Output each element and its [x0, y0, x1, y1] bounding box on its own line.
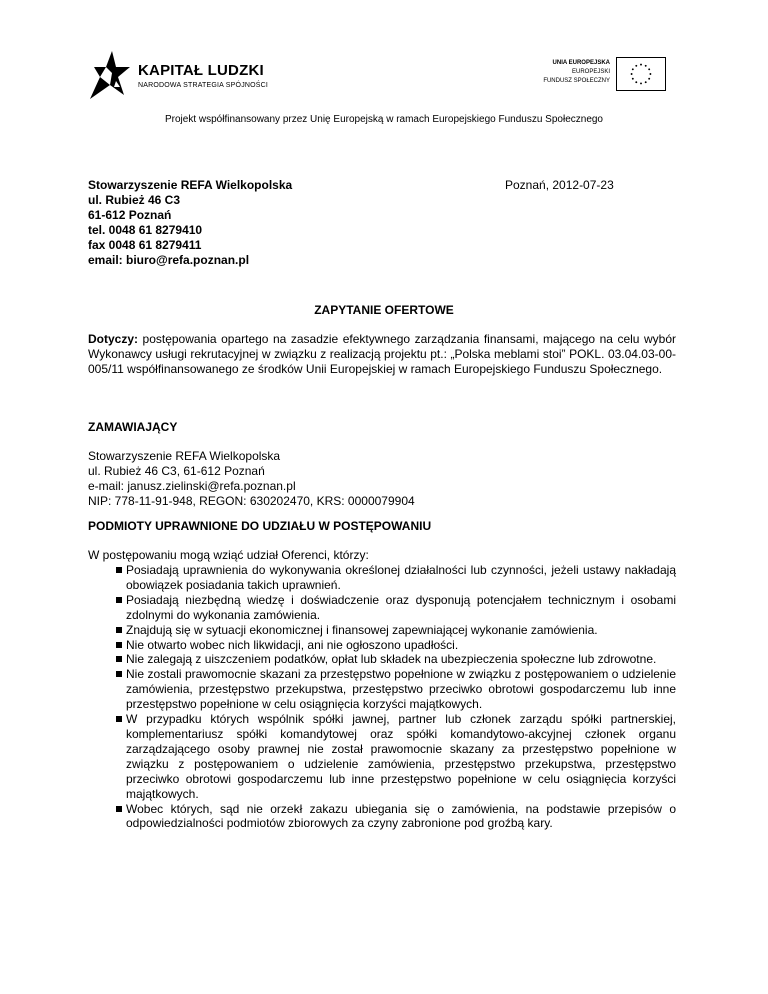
square-bullet-icon: [116, 642, 122, 648]
square-bullet-icon: [116, 716, 122, 722]
eu-logo-line2: EUROPEJSKI: [571, 69, 610, 75]
sender-tel: tel. 0048 61 8279410: [88, 223, 203, 237]
list-item: Posiadają niezbędną wiedzę i doświadczenie oraz dysponują potencjałem technicznym i osobami zdolnymi do wykonania zamówienia.: [88, 593, 676, 623]
sender-address-block: [88, 178, 292, 268]
orderer-line: e-mail: janusz.zielinski@refa.poznan.pl: [88, 479, 296, 493]
subject-label: Dotyczy:: [88, 332, 139, 346]
sender-name: Stowarzyszenie REFA Wielkopolska: [88, 178, 293, 192]
sender-city: 61-612 Poznań: [88, 208, 172, 222]
star-emblem-icon: [86, 47, 132, 101]
list-item: Nie zostali prawomocnie skazani za przestępstwo popełnione w związku z postępowaniem o udzielenie zamówienia, przestępstwo przekupstwa, przestępstwo przeciwko obrotowi gospodarczemu lub inne przestępstwo popełnione w celu osiągnięcia korzyści majątkowych.: [88, 667, 676, 712]
eu-logo-text: [543, 59, 610, 86]
list-item: Nie otwarto wobec nich likwidacji, ani nie ogłoszono upadłości.: [88, 638, 676, 653]
square-bullet-icon: [116, 671, 122, 677]
eu-logo-line1: UNIA EUROPEJSKA: [552, 60, 610, 66]
orderer-details: [88, 449, 415, 509]
eu-logo: [516, 57, 666, 93]
sender-fax: fax 0048 61 8279411: [88, 238, 202, 252]
list-item: W przypadku których wspólnik spółki jawnej, partner lub członek zarządu spółki partnerskiej, komplementariusz spółki komandytowej oraz spółki komandytowo-akcyjnej członek organu zarządzającego osoby prawnej nie został prawomocnie skazany za przestępstwo popełnione w związku z postępowaniem o udzielenie zamówienia, przestępstwo przekupstwa, przestępstwo przeciwko obrotowi gospodarczemu lub inne przestępstwo popełnione w celu osiągnięcia korzyści majątkowych.: [88, 712, 676, 801]
document-title: ZAPYTANIE OFERTOWE: [314, 303, 454, 317]
eligible-heading: PODMIOTY UPRAWNIONE DO UDZIAŁU W POSTĘPOWANIU: [88, 519, 432, 533]
sender-street: ul. Rubież 46 C3: [88, 193, 181, 207]
list-item: Nie zalegają z uiszczeniem podatków, opłat lub składek na ubezpieczenia społeczne lub zdrowotne.: [88, 652, 676, 667]
eligible-list: [88, 563, 676, 831]
subject-paragraph: [88, 332, 676, 377]
eu-flag-icon: [616, 57, 666, 91]
square-bullet-icon: [116, 567, 122, 573]
list-item: Posiadają uprawnienia do wykonywania określonej działalności lub czynności, jeżeli ustawy nakładają obowiązek posiadania takich uprawnień.: [88, 563, 676, 593]
square-bullet-icon: [116, 627, 122, 633]
kl-logo-subtitle: NARODOWA STRATEGIA SPÓJNOŚCI: [138, 82, 269, 89]
orderer-line: Stowarzyszenie REFA Wielkopolska: [88, 449, 281, 463]
list-item: Wobec których, sąd nie orzekł zakazu ubiegania się o zamówienia, na podstawie przepisów o odpowiedzialności podmiotów zbiorowych za czyny zabronione pod groźbą kary.: [88, 802, 676, 832]
place-date: Poznań, 2012-07-23: [505, 178, 614, 192]
square-bullet-icon: [116, 597, 122, 603]
square-bullet-icon: [116, 806, 122, 812]
square-bullet-icon: [116, 656, 122, 662]
subject-text: postępowania opartego na zasadzie efektywnego zarządzania finansami, mającego na celu wybór Wykonawcy usługi rekrutacyjnej w związku z realizacją projektu pt.: „Polska meblami stoi” POKL. 03.04.03-00-005/11 współfinansowanego ze środków Unii Europejskiej w ramach Europejskiego Funduszu Społecznego.: [88, 332, 676, 376]
orderer-line: ul. Rubież 46 C3, 61-612 Poznań: [88, 464, 265, 478]
orderer-line: NIP: 778-11-91-948, REGON: 630202470, KRS: 0000079904: [88, 494, 415, 508]
orderer-heading: ZAMAWIAJĄCY: [88, 420, 178, 434]
project-cofinancing-line: Projekt współfinansowany przez Unię Europejską w ramach Europejskiego Funduszu Społecznego: [164, 114, 603, 125]
eu-logo-line3: FUNDUSZ SPOŁECZNY: [543, 78, 610, 84]
list-item: Znajdują się w sytuacji ekonomicznej i finansowej zapewniającej wykonanie zamówienia.: [88, 623, 676, 638]
kapital-ludzki-logo: [86, 47, 286, 107]
kl-logo-title: KAPITAŁ LUDZKI: [138, 62, 264, 79]
sender-email: email: biuro@refa.poznan.pl: [88, 253, 250, 267]
eligible-intro: W postępowaniu mogą wziąć udział Oferenci, którzy:: [88, 548, 369, 562]
